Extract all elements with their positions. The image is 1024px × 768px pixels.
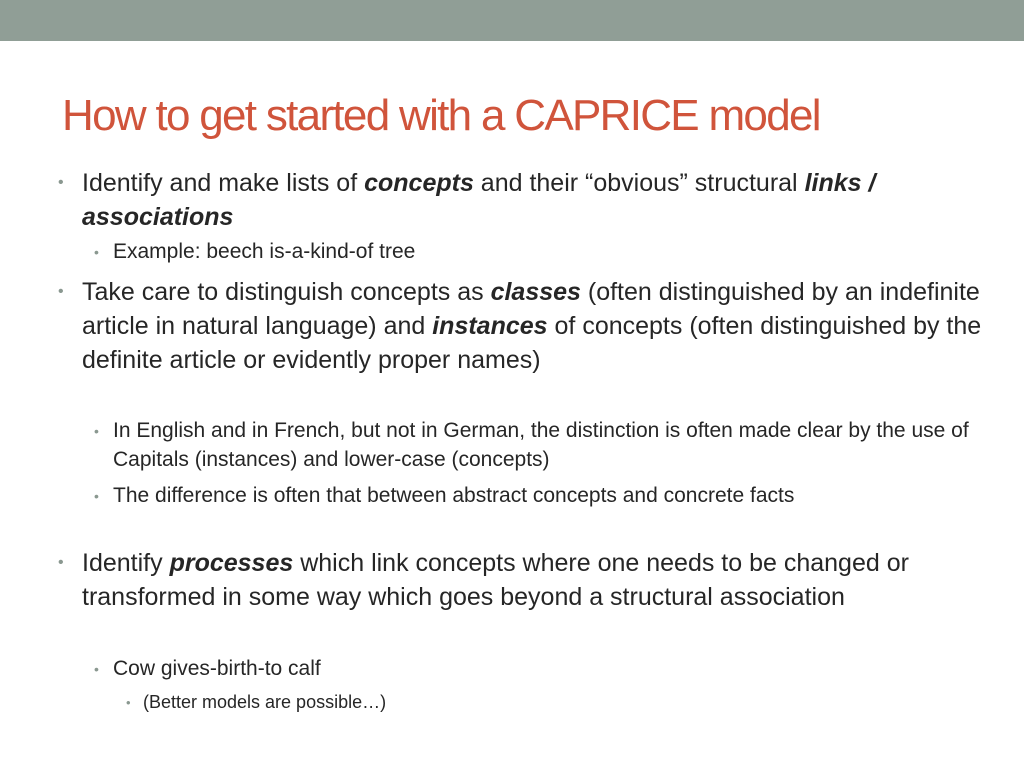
term-classes: classes (490, 278, 581, 306)
bullet-classes-instances (58, 275, 987, 377)
sub-bullet-text: In English and in French, but not in German, the distinction is often made clear by the use of Capitals (instances) and lower-case (concepts) (113, 419, 969, 471)
bullet-text: Take care to distinguish concepts as (82, 278, 491, 306)
bullet-marker: • (126, 695, 131, 710)
sub-bullet-capitals (94, 416, 993, 474)
bullet-processes (58, 546, 987, 614)
bullet-text: (often distinguished by an indefinite article in natural language) and (82, 278, 980, 340)
bullet-marker: • (94, 661, 99, 677)
bullet-marker: • (94, 244, 99, 260)
bullet-marker: • (58, 174, 64, 191)
sub-bullet-text: The difference is often that between abstract concepts and concrete facts (113, 484, 795, 507)
sub-bullet-text: Cow gives-birth-to calf (113, 657, 321, 680)
bullet-marker: • (94, 423, 99, 439)
sub-bullet-example (94, 237, 993, 266)
term-concepts: concepts (364, 169, 474, 197)
bullet-marker: • (94, 488, 99, 504)
bullet-marker: • (58, 554, 64, 571)
bullet-text: Identify (82, 549, 170, 577)
sub-bullet-text: Example: beech is-a-kind-of tree (113, 240, 416, 263)
slide-title: How to get started with a CAPRICE model (62, 91, 820, 140)
bullet-marker: • (58, 283, 64, 300)
term-instances: instances (432, 312, 548, 340)
sub-bullet-abstract-concrete (94, 481, 993, 510)
bullet-concepts (58, 166, 987, 234)
sub-bullet-cow-calf (94, 654, 993, 683)
sub-sub-bullet-text: (Better models are possible…) (143, 692, 387, 712)
bullet-text: which link concepts where one needs to be changed or transformed in some way which goes beyond a structural association (82, 549, 909, 611)
term-processes: processes (169, 549, 294, 577)
sub-sub-bullet-better-models (126, 690, 993, 715)
bullet-text: and their “obvious” structural (473, 169, 805, 197)
term-links-associations: links / associations (82, 169, 876, 231)
bullet-text: of concepts (often distinguished by the definite article or evidently proper names) (82, 312, 982, 374)
bullet-text: Identify and make lists of (82, 169, 365, 197)
